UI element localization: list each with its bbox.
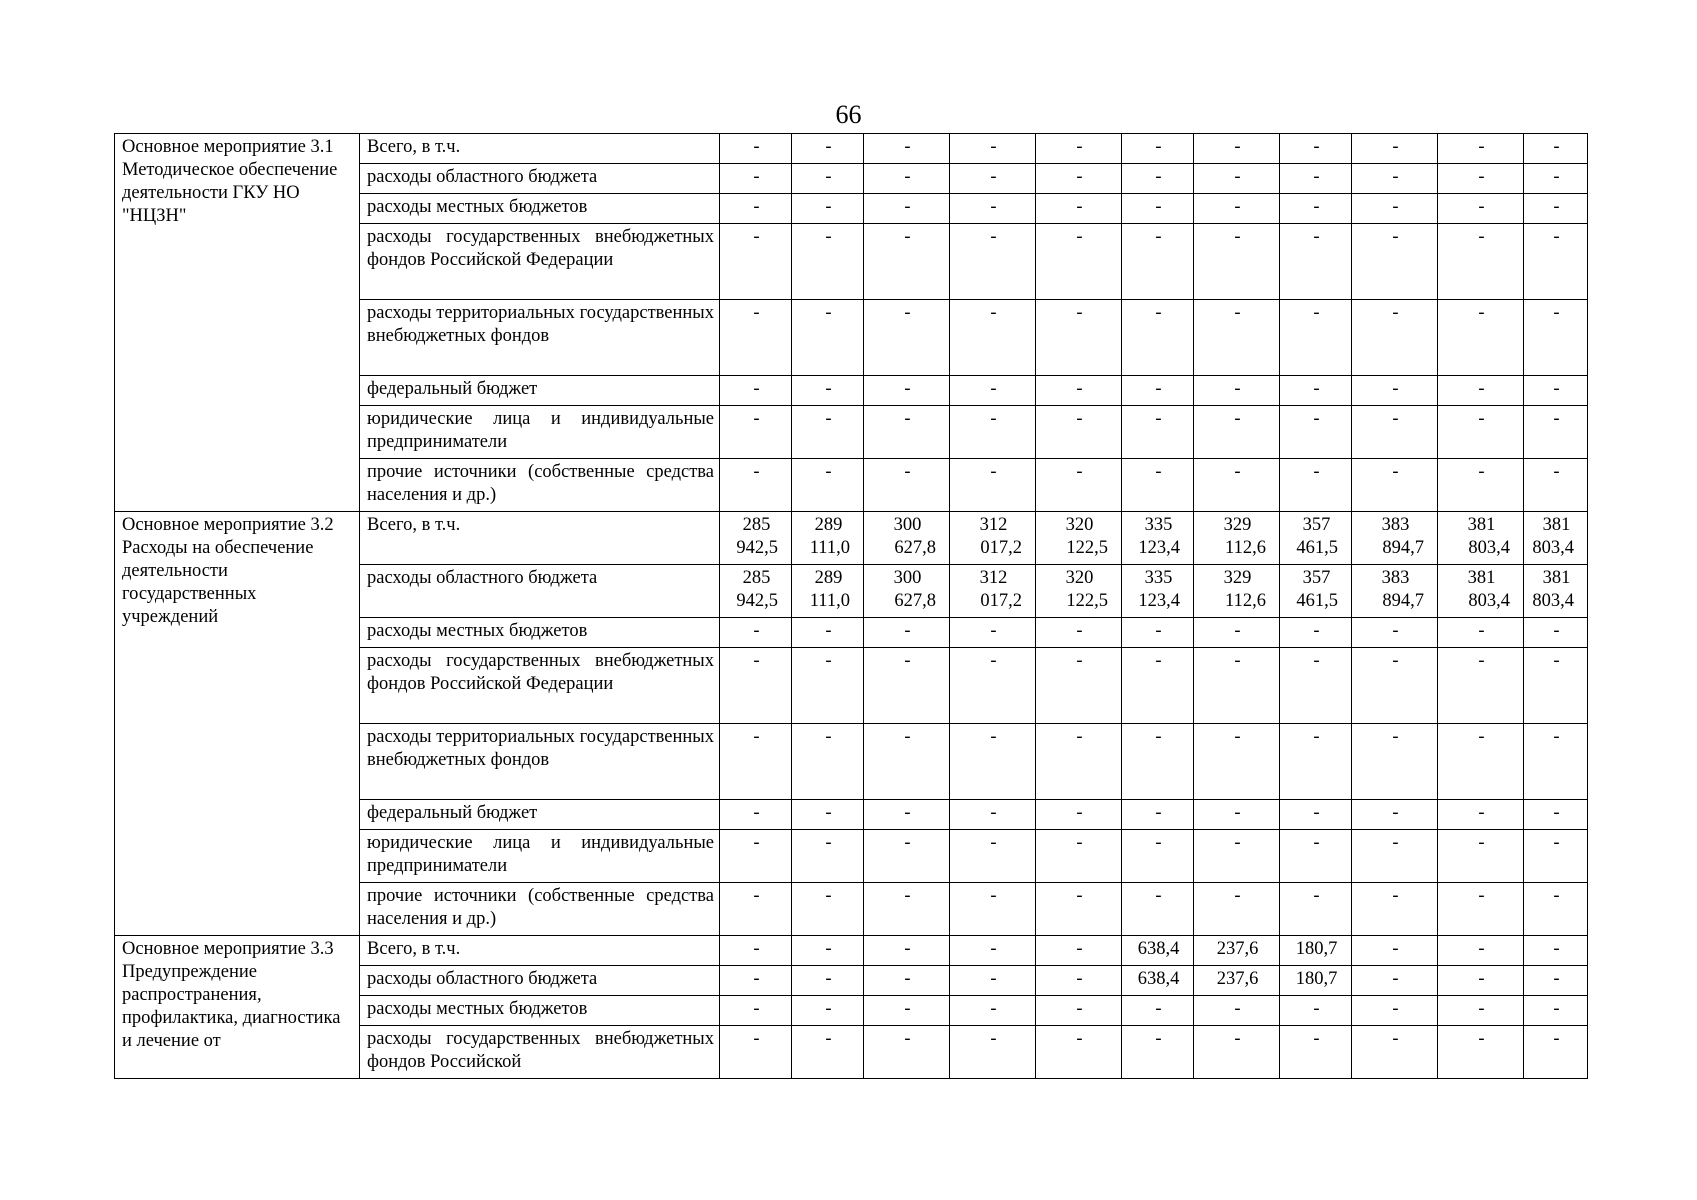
- value-cell: -: [1438, 134, 1524, 164]
- funding-source-cell: расходы местных бюджетов: [360, 194, 720, 224]
- value-cell: 300 627,8: [864, 512, 950, 565]
- measure-cell: [115, 512, 360, 936]
- value-cell: 285 942,5: [720, 565, 792, 618]
- value-cell: -: [720, 724, 792, 800]
- value-cell: -: [1438, 300, 1524, 376]
- value-cell: -: [1352, 134, 1438, 164]
- value-cell: -: [1524, 830, 1588, 883]
- funding-source-cell: расходы местных бюджетов: [360, 996, 720, 1026]
- value-cell: -: [1280, 618, 1352, 648]
- value-cell: -: [1194, 648, 1280, 724]
- value-cell: -: [1036, 996, 1122, 1026]
- value-cell: -: [1352, 406, 1438, 459]
- value-cell: -: [1280, 224, 1352, 300]
- value-cell: -: [1438, 164, 1524, 194]
- value-cell: -: [1524, 164, 1588, 194]
- value-cell: -: [1524, 724, 1588, 800]
- value-cell: -: [1122, 800, 1194, 830]
- value-cell: -: [792, 800, 864, 830]
- value-cell: -: [1280, 648, 1352, 724]
- value-cell: -: [1036, 459, 1122, 512]
- value-cell: -: [950, 134, 1036, 164]
- value-cell: -: [1122, 883, 1194, 936]
- value-cell: -: [1280, 300, 1352, 376]
- value-cell: -: [1438, 224, 1524, 300]
- value-cell: -: [1036, 648, 1122, 724]
- value-cell: -: [864, 459, 950, 512]
- value-cell: -: [1122, 376, 1194, 406]
- value-cell: 312 017,2: [950, 512, 1036, 565]
- funding-source-cell: расходы местных бюджетов: [360, 618, 720, 648]
- value-cell: -: [1280, 164, 1352, 194]
- value-cell: -: [1280, 134, 1352, 164]
- value-cell: -: [1122, 164, 1194, 194]
- value-cell: -: [1524, 966, 1588, 996]
- value-cell: -: [720, 224, 792, 300]
- value-cell: -: [1280, 830, 1352, 883]
- value-cell: -: [1524, 648, 1588, 724]
- value-cell: 381 803,4: [1438, 565, 1524, 618]
- value-cell: -: [864, 618, 950, 648]
- value-cell: -: [950, 883, 1036, 936]
- table-row: [115, 512, 1588, 565]
- funding-source-cell: прочие источники (собственные средства населения и др.): [360, 459, 720, 512]
- value-cell: 381 803,4: [1524, 565, 1588, 618]
- value-cell: -: [1438, 966, 1524, 996]
- value-cell: -: [1438, 376, 1524, 406]
- value-cell: -: [1194, 164, 1280, 194]
- value-cell: 312 017,2: [950, 565, 1036, 618]
- value-cell: -: [1280, 800, 1352, 830]
- funding-source-cell: расходы территориальных государственных внебюджетных фондов: [360, 724, 720, 800]
- value-cell: -: [1438, 936, 1524, 966]
- value-cell: -: [1194, 1026, 1280, 1079]
- value-cell: -: [720, 376, 792, 406]
- value-cell: -: [720, 648, 792, 724]
- value-cell: -: [950, 936, 1036, 966]
- value-cell: 638,4: [1122, 966, 1194, 996]
- value-cell: -: [1122, 1026, 1194, 1079]
- value-cell: -: [864, 724, 950, 800]
- value-cell: -: [792, 194, 864, 224]
- measure-cell: [115, 134, 360, 512]
- value-cell: -: [1122, 618, 1194, 648]
- value-cell: 320 122,5: [1036, 512, 1122, 565]
- value-cell: -: [1438, 724, 1524, 800]
- value-cell: -: [1194, 883, 1280, 936]
- value-cell: -: [1352, 966, 1438, 996]
- value-cell: -: [792, 966, 864, 996]
- value-cell: -: [1352, 648, 1438, 724]
- value-cell: 381 803,4: [1438, 512, 1524, 565]
- value-cell: -: [1352, 618, 1438, 648]
- value-cell: -: [792, 996, 864, 1026]
- funding-source-cell: Всего, в т.ч.: [360, 936, 720, 966]
- value-cell: -: [1036, 936, 1122, 966]
- value-cell: -: [1036, 224, 1122, 300]
- value-cell: -: [1194, 224, 1280, 300]
- value-cell: -: [1194, 300, 1280, 376]
- value-cell: 180,7: [1280, 936, 1352, 966]
- funding-source-cell: расходы государственных внебюджетных фондов Российской Федерации: [360, 224, 720, 300]
- value-cell: -: [1524, 194, 1588, 224]
- value-cell: -: [1036, 406, 1122, 459]
- value-cell: -: [1524, 618, 1588, 648]
- table-row: [115, 936, 1588, 966]
- value-cell: -: [864, 376, 950, 406]
- value-cell: -: [1194, 724, 1280, 800]
- value-cell: -: [1122, 830, 1194, 883]
- measure-cell: [115, 936, 360, 1079]
- value-cell: -: [1122, 996, 1194, 1026]
- value-cell: -: [1352, 1026, 1438, 1079]
- value-cell: -: [950, 300, 1036, 376]
- value-cell: -: [1352, 936, 1438, 966]
- value-cell: -: [720, 164, 792, 194]
- value-cell: -: [1438, 618, 1524, 648]
- funding-source-cell: расходы областного бюджета: [360, 565, 720, 618]
- value-cell: -: [1122, 648, 1194, 724]
- value-cell: 180,7: [1280, 966, 1352, 996]
- value-cell: -: [720, 406, 792, 459]
- value-cell: -: [1122, 459, 1194, 512]
- value-cell: -: [950, 830, 1036, 883]
- value-cell: -: [1194, 376, 1280, 406]
- value-cell: -: [1194, 134, 1280, 164]
- funding-source-cell: прочие источники (собственные средства населения и др.): [360, 883, 720, 936]
- funding-source-cell: юридические лица и индивидуальные предприниматели: [360, 406, 720, 459]
- value-cell: -: [1122, 134, 1194, 164]
- value-cell: 237,6: [1194, 966, 1280, 996]
- value-cell: -: [792, 830, 864, 883]
- funding-source-cell: расходы областного бюджета: [360, 164, 720, 194]
- value-cell: -: [1352, 376, 1438, 406]
- value-cell: -: [1438, 800, 1524, 830]
- value-cell: -: [1194, 194, 1280, 224]
- value-cell: -: [1524, 300, 1588, 376]
- value-cell: -: [720, 194, 792, 224]
- measure-description: Предупреждение распространения, профилактика, диагностика и лечение от: [122, 962, 341, 1051]
- value-cell: -: [1280, 459, 1352, 512]
- value-cell: 638,4: [1122, 936, 1194, 966]
- value-cell: -: [950, 966, 1036, 996]
- value-cell: -: [1036, 134, 1122, 164]
- value-cell: -: [1280, 883, 1352, 936]
- value-cell: -: [1036, 376, 1122, 406]
- value-cell: -: [792, 459, 864, 512]
- value-cell: -: [1122, 724, 1194, 800]
- value-cell: -: [1438, 830, 1524, 883]
- value-cell: -: [792, 1026, 864, 1079]
- value-cell: -: [1352, 459, 1438, 512]
- value-cell: -: [720, 618, 792, 648]
- value-cell: -: [950, 224, 1036, 300]
- value-cell: -: [864, 830, 950, 883]
- value-cell: -: [950, 648, 1036, 724]
- value-cell: -: [1524, 800, 1588, 830]
- value-cell: -: [1352, 194, 1438, 224]
- value-cell: -: [950, 194, 1036, 224]
- measure-title: Основное мероприятие 3.3: [122, 939, 334, 959]
- value-cell: -: [1036, 883, 1122, 936]
- value-cell: -: [950, 724, 1036, 800]
- value-cell: -: [1036, 164, 1122, 194]
- funding-source-cell: расходы областного бюджета: [360, 966, 720, 996]
- value-cell: -: [792, 376, 864, 406]
- value-cell: -: [720, 134, 792, 164]
- value-cell: -: [864, 194, 950, 224]
- value-cell: 289 111,0: [792, 565, 864, 618]
- value-cell: -: [792, 648, 864, 724]
- measure-description: Расходы на обеспечение деятельности государственных учреждений: [122, 538, 314, 627]
- funding-source-cell: расходы территориальных государственных внебюджетных фондов: [360, 300, 720, 376]
- funding-source-cell: Всего, в т.ч.: [360, 512, 720, 565]
- value-cell: -: [864, 406, 950, 459]
- value-cell: -: [720, 300, 792, 376]
- value-cell: -: [864, 883, 950, 936]
- value-cell: -: [1036, 300, 1122, 376]
- value-cell: -: [1524, 406, 1588, 459]
- value-cell: -: [1036, 194, 1122, 224]
- value-cell: -: [792, 406, 864, 459]
- value-cell: -: [1438, 194, 1524, 224]
- value-cell: 381 803,4: [1524, 512, 1588, 565]
- value-cell: -: [1194, 459, 1280, 512]
- measure-description: Методическое обеспечение деятельности ГКУ НО "НЦЗН": [122, 160, 338, 226]
- value-cell: 335 123,4: [1122, 512, 1194, 565]
- value-cell: -: [1524, 459, 1588, 512]
- value-cell: -: [792, 936, 864, 966]
- value-cell: -: [720, 800, 792, 830]
- value-cell: -: [864, 134, 950, 164]
- value-cell: -: [792, 224, 864, 300]
- value-cell: -: [720, 459, 792, 512]
- value-cell: -: [1352, 883, 1438, 936]
- value-cell: -: [792, 300, 864, 376]
- funding-source-cell: федеральный бюджет: [360, 800, 720, 830]
- value-cell: -: [1438, 648, 1524, 724]
- value-cell: -: [1524, 996, 1588, 1026]
- value-cell: -: [792, 724, 864, 800]
- funding-source-cell: Всего, в т.ч.: [360, 134, 720, 164]
- value-cell: -: [950, 618, 1036, 648]
- value-cell: -: [720, 936, 792, 966]
- value-cell: -: [1524, 883, 1588, 936]
- value-cell: -: [1036, 966, 1122, 996]
- value-cell: -: [1036, 830, 1122, 883]
- funding-source-cell: расходы государственных внебюджетных фондов Российской: [360, 1026, 720, 1079]
- value-cell: -: [864, 800, 950, 830]
- value-cell: -: [1194, 996, 1280, 1026]
- value-cell: -: [1352, 996, 1438, 1026]
- value-cell: -: [1524, 376, 1588, 406]
- value-cell: -: [1438, 406, 1524, 459]
- value-cell: -: [1122, 194, 1194, 224]
- value-cell: -: [1438, 1026, 1524, 1079]
- value-cell: 335 123,4: [1122, 565, 1194, 618]
- value-cell: -: [1352, 224, 1438, 300]
- value-cell: -: [1438, 883, 1524, 936]
- value-cell: -: [1352, 164, 1438, 194]
- value-cell: -: [720, 1026, 792, 1079]
- value-cell: -: [1438, 996, 1524, 1026]
- value-cell: -: [950, 164, 1036, 194]
- value-cell: -: [720, 996, 792, 1026]
- measure-title: Основное мероприятие 3.2: [122, 515, 334, 535]
- value-cell: -: [720, 966, 792, 996]
- value-cell: -: [864, 966, 950, 996]
- value-cell: -: [1352, 830, 1438, 883]
- value-cell: -: [792, 883, 864, 936]
- value-cell: -: [1352, 300, 1438, 376]
- value-cell: -: [864, 996, 950, 1026]
- value-cell: -: [1194, 830, 1280, 883]
- value-cell: -: [792, 134, 864, 164]
- table-row: [115, 134, 1588, 164]
- value-cell: -: [1122, 224, 1194, 300]
- value-cell: -: [950, 800, 1036, 830]
- value-cell: -: [864, 936, 950, 966]
- value-cell: -: [792, 618, 864, 648]
- value-cell: -: [1524, 224, 1588, 300]
- value-cell: -: [1194, 618, 1280, 648]
- value-cell: -: [1122, 300, 1194, 376]
- value-cell: -: [1352, 724, 1438, 800]
- value-cell: -: [1524, 1026, 1588, 1079]
- value-cell: 289 111,0: [792, 512, 864, 565]
- value-cell: -: [792, 164, 864, 194]
- budget-table: [114, 133, 1588, 1079]
- value-cell: 285 942,5: [720, 512, 792, 565]
- value-cell: -: [720, 830, 792, 883]
- value-cell: 329 112,6: [1194, 565, 1280, 618]
- value-cell: -: [1280, 406, 1352, 459]
- value-cell: -: [1036, 618, 1122, 648]
- value-cell: -: [1352, 800, 1438, 830]
- funding-source-cell: расходы государственных внебюджетных фондов Российской Федерации: [360, 648, 720, 724]
- value-cell: 320 122,5: [1036, 565, 1122, 618]
- value-cell: -: [1524, 134, 1588, 164]
- value-cell: -: [1280, 194, 1352, 224]
- value-cell: -: [1194, 406, 1280, 459]
- value-cell: 383 894,7: [1352, 565, 1438, 618]
- value-cell: -: [950, 1026, 1036, 1079]
- value-cell: -: [950, 459, 1036, 512]
- value-cell: -: [950, 996, 1036, 1026]
- value-cell: 300 627,8: [864, 565, 950, 618]
- measure-title: Основное мероприятие 3.1: [122, 137, 334, 157]
- value-cell: 357 461,5: [1280, 512, 1352, 565]
- value-cell: -: [950, 406, 1036, 459]
- value-cell: -: [1280, 996, 1352, 1026]
- value-cell: -: [864, 1026, 950, 1079]
- value-cell: -: [1280, 1026, 1352, 1079]
- value-cell: 329 112,6: [1194, 512, 1280, 565]
- value-cell: -: [1036, 800, 1122, 830]
- value-cell: -: [864, 300, 950, 376]
- value-cell: 383 894,7: [1352, 512, 1438, 565]
- value-cell: -: [1036, 724, 1122, 800]
- value-cell: 237,6: [1194, 936, 1280, 966]
- value-cell: -: [950, 376, 1036, 406]
- value-cell: -: [1036, 1026, 1122, 1079]
- value-cell: 357 461,5: [1280, 565, 1352, 618]
- value-cell: -: [1280, 724, 1352, 800]
- funding-source-cell: юридические лица и индивидуальные предприниматели: [360, 830, 720, 883]
- value-cell: -: [1438, 459, 1524, 512]
- funding-source-cell: федеральный бюджет: [360, 376, 720, 406]
- value-cell: -: [720, 883, 792, 936]
- value-cell: -: [864, 648, 950, 724]
- value-cell: -: [864, 224, 950, 300]
- value-cell: -: [1524, 936, 1588, 966]
- page-number: 66: [835, 100, 862, 129]
- value-cell: -: [1280, 376, 1352, 406]
- value-cell: -: [1194, 800, 1280, 830]
- value-cell: -: [1122, 406, 1194, 459]
- value-cell: -: [864, 164, 950, 194]
